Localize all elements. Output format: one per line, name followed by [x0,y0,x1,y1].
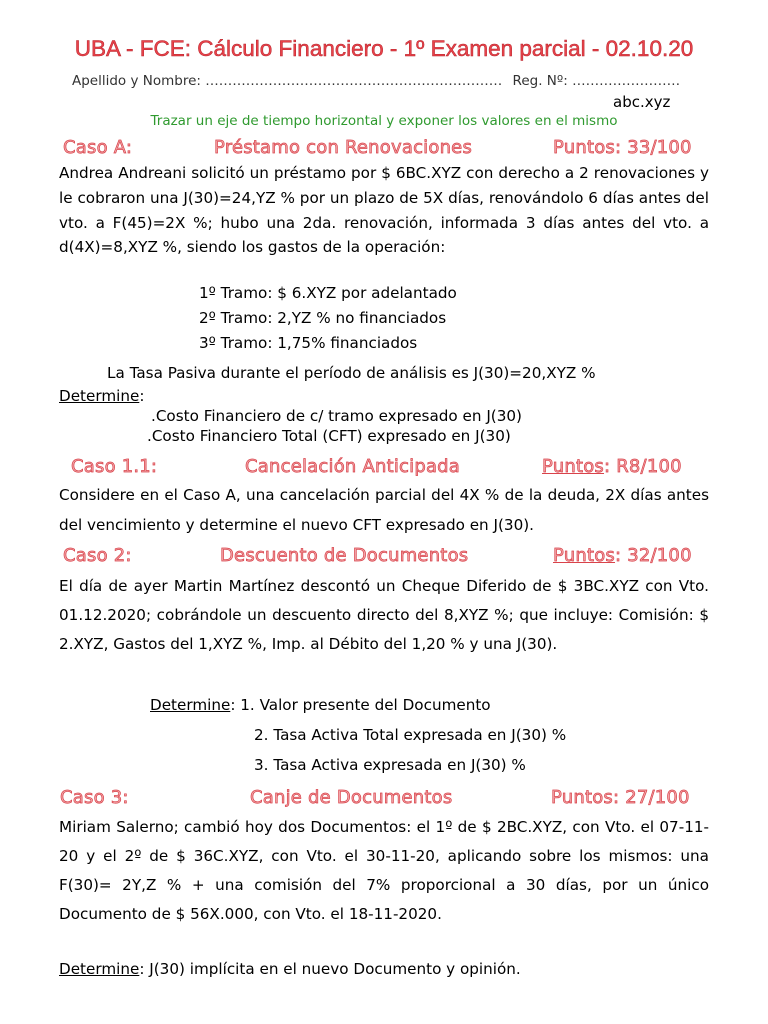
tasa-pasiva: La Tasa Pasiva durante el período de análisis es J(30)=20,XYZ % [107,364,596,382]
caso-3-text: Miriam Salerno; cambió hoy dos Documentos: el 1º de $ 2BC.XYZ, con Vto. el 07-11-20 y el 2º de $ 36C.XYZ, con Vto. el 30-11-20, aplicando sobre los mismos: una F(30)= 2Y,Z % + una comisión del 7% proporcional a 30 días, por un único Documento de $ 56X.000, con Vto. el 18-11-2020. [59,818,709,923]
caso-2-determine [150,696,491,714]
caso-a-determine: Determine: [59,387,145,405]
determine-label: Determine [150,696,231,714]
caso-3-points: Puntos: 27/100 [551,787,690,808]
reg-label: Reg. Nº: …………………… [512,73,681,89]
caso-3-label: Caso 3: [60,787,129,808]
tramo-3: 3º Tramo: 1,75% financiados [199,334,418,352]
determine-label: Determine [59,387,140,405]
caso-11-points [542,456,682,477]
exam-title: UBA - FCE: Cálculo Financiero - 1º Examen parcial - 02.10.20 [74,36,694,61]
caso-a-item-2: .Costo Financiero Total (CFT) expresado en J(30) [147,427,511,445]
caso-2-label: Caso 2: [63,545,132,566]
points-value: : R8/100 [604,456,682,477]
caso-a-text: Andrea Andreani solicitó un préstamo por $ 6BC.XYZ con derecho a 2 renovaciones y le cobraron una J(30)=24,YZ % por un plazo de 5X días, renovándolo 6 días antes del vto. a F(45)=2X %; hubo una 2da. renovación, informada 3 días antes del vto. a d(4X)=8,XYZ %, siendo los gastos de la operación: [59,164,709,257]
caso-2-item-3: 3. Tasa Activa expresada en J(30) % [254,756,526,774]
caso-3-determine-text: : J(30) implícita en el nuevo Documento y opinión. [139,960,521,978]
student-info-line [72,73,680,89]
points-word: Puntos [553,545,616,566]
caso-a-label: Caso A: [63,137,133,158]
caso-2-text: El día de ayer Martin Martínez descontó un Cheque Diferido de $ 3BC.XYZ con Vto. 01.12.2020; cobrándole un descuento directo del 8,XYZ %; que incluye: Comisión: $ 2.XYZ, Gastos del 1,XYZ %, Imp. al Débito del 1,20 % y una J(30). [59,577,709,653]
caso-a-subject: Préstamo con Renovaciones [214,137,473,158]
caso-a-points: Puntos: 33/100 [553,137,692,158]
points-word: Puntos [542,456,605,477]
caso-a-item-1: .Costo Financiero de c/ tramo expresado en J(30) [151,407,522,425]
points-value: : 32/100 [615,545,692,566]
caso-3-subject: Canje de Documentos [250,787,453,808]
caso-3-determine [59,960,521,978]
determine-label: Determine [59,960,140,978]
tramo-1: 1º Tramo: $ 6.XYZ por adelantado [199,284,457,302]
caso-2-points [553,545,692,566]
caso-2-item-1: : 1. Valor presente del Documento [230,696,491,714]
caso-11-text: Considere en el Caso A, una cancelación parcial del 4X % de la deuda, 2X días antes del vencimiento y determine el nuevo CFT expresado en J(30). [59,486,709,534]
tramo-2: 2º Tramo: 2,YZ % no financiados [199,309,447,327]
exam-code: abc.xyz [613,93,671,111]
name-label: Apellido y Nombre: ………………………………………………………… [72,73,503,89]
instruction-text: Trazar un eje de tiempo horizontal y exponer los valores en el mismo [150,113,618,129]
caso-11-label: Caso 1.1: [71,456,158,477]
caso-2-subject: Descuento de Documentos [220,545,469,566]
caso-2-item-2: 2. Tasa Activa Total expresada en J(30) % [254,726,567,744]
caso-11-subject: Cancelación Anticipada [245,456,461,477]
